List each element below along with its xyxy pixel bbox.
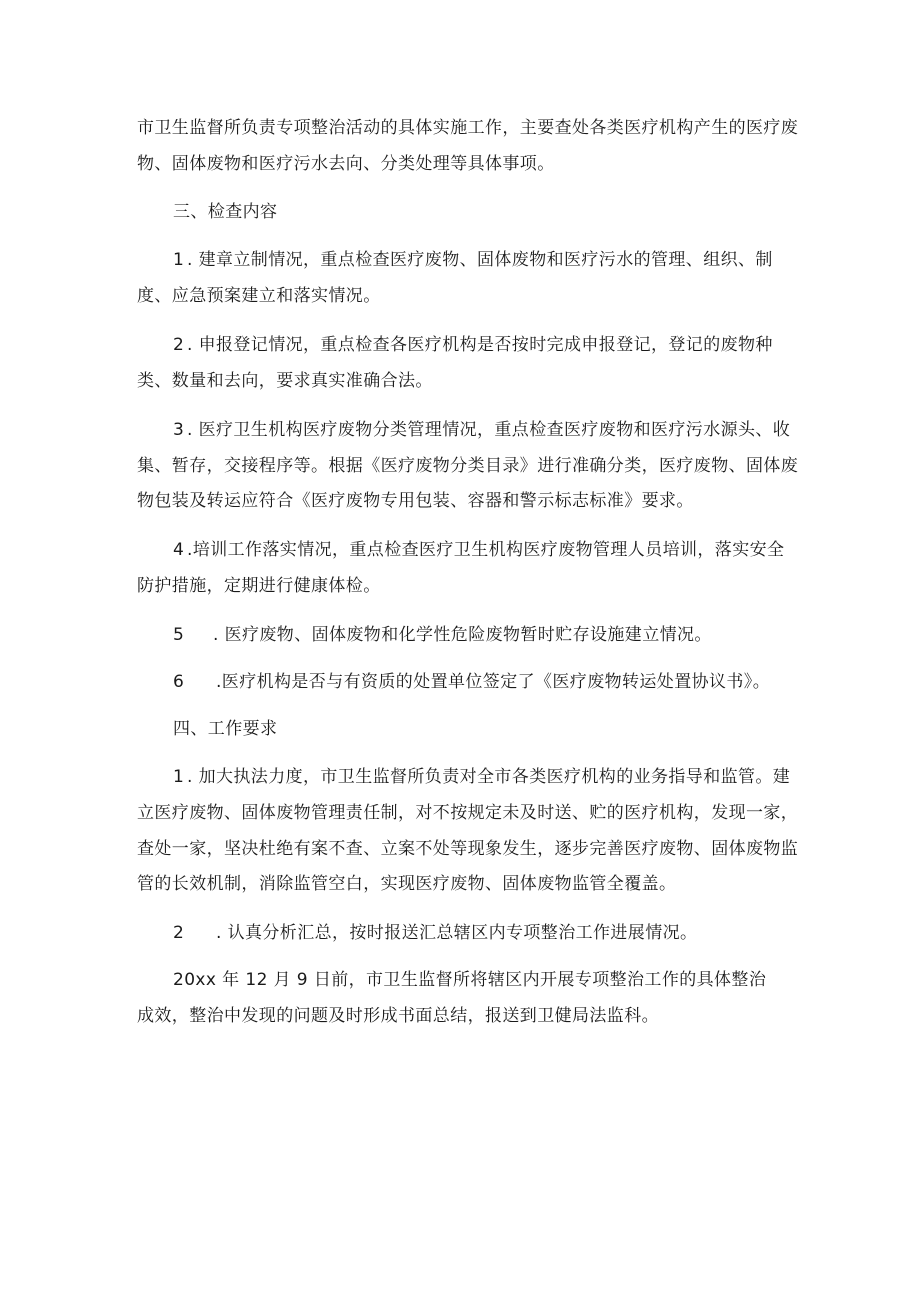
item-3-2-line-1 <box>173 334 773 356</box>
item-3-3-line-3: 物包装及转运应符合《医疗废物专用包装、容器和警示标志标准》要求。 <box>137 491 694 511</box>
item-4-1-line-2: 立医疗废物、固体废物管理责任制，对不按规定未及时送、贮的医疗机构，发现一家， <box>137 803 799 823</box>
item-text: . 医疗卫生机构医疗废物分类管理情况，重点检查医疗废物和医疗污水源头、收 <box>187 420 791 440</box>
item-number: 4 <box>173 540 185 560</box>
intro-line-1: 市卫生监督所负责专项整治活动的具体实施工作，主要查处各类医疗机构产生的医疗废 <box>137 118 799 138</box>
item-text: . 申报登记情况，重点检查各医疗机构是否按时完成申报登记，登记的废物种 <box>187 335 773 355</box>
item-text: . 建章立制情况，重点检查医疗废物、固体废物和医疗污水的管理、组织、制 <box>187 250 773 270</box>
item-4-1-line-1 <box>173 766 790 788</box>
item-number: 1 <box>173 250 185 270</box>
intro-line-2: 物、固体废物和医疗污水去向、分类处理等具体事项。 <box>137 154 555 174</box>
item-number: 5 <box>173 625 185 645</box>
item-3-1-line-1 <box>173 249 773 271</box>
item-3-2-line-2: 类、数量和去向，要求真实准确合法。 <box>137 371 433 391</box>
item-text: .培训工作落实情况，重点检查医疗卫生机构医疗废物管理人员培训，落实安全 <box>187 540 785 560</box>
item-4-1-line-3: 查处一家，坚决杜绝有案不查、立案不处等现象发生，逐步完善医疗废物、固体废物监 <box>137 839 799 859</box>
item-3-1-line-2: 度、应急预案建立和落实情况。 <box>137 286 381 306</box>
item-text: . 医疗废物、固体废物和化学性危险废物暂时贮存设施建立情况。 <box>213 625 712 645</box>
item-3-6-line-1 <box>173 671 770 693</box>
item-4-1-line-4: 管的长效机制，消除监管空白，实现医疗废物、固体废物监管全覆盖。 <box>137 874 677 894</box>
item-number: 1 <box>173 767 185 787</box>
item-3-4-line-1 <box>173 539 784 561</box>
item-number: 2 <box>173 923 185 943</box>
item-number: 6 <box>173 672 185 692</box>
item-3-5-line-1 <box>173 624 712 646</box>
item-3-3-line-2: 集、暂存，交接程序等。根据《医疗废物分类目录》进行准确分类，医疗废物、固体废 <box>137 456 799 476</box>
item-number: 2 <box>173 335 185 355</box>
item-text: .医疗机构是否与有资质的处置单位签定了《医疗废物转运处置协议书》。 <box>216 672 771 692</box>
item-3-4-line-2: 防护措施，定期进行健康体检。 <box>137 576 381 596</box>
item-text: . 加大执法力度，市卫生监督所负责对全市各类医疗机构的业务指导和监管。建 <box>187 767 791 787</box>
item-4-2-line-1 <box>173 922 697 944</box>
closing-line-1: 20xx 年 12 月 9 日前，市卫生监督所将辖区内开展专项整治工作的具体整治 <box>173 970 767 990</box>
item-number: 3 <box>173 420 185 440</box>
item-text: . 认真分析汇总，按时报送汇总辖区内专项整治工作进展情况。 <box>216 923 698 943</box>
closing-line-2: 成效，整治中发现的问题及时形成书面总结，报送到卫健局法监科。 <box>137 1006 659 1026</box>
section-heading-work-requirements: 四、工作要求 <box>173 719 278 739</box>
item-3-3-line-1 <box>173 419 790 441</box>
section-heading-inspection-content: 三、检查内容 <box>173 202 278 222</box>
